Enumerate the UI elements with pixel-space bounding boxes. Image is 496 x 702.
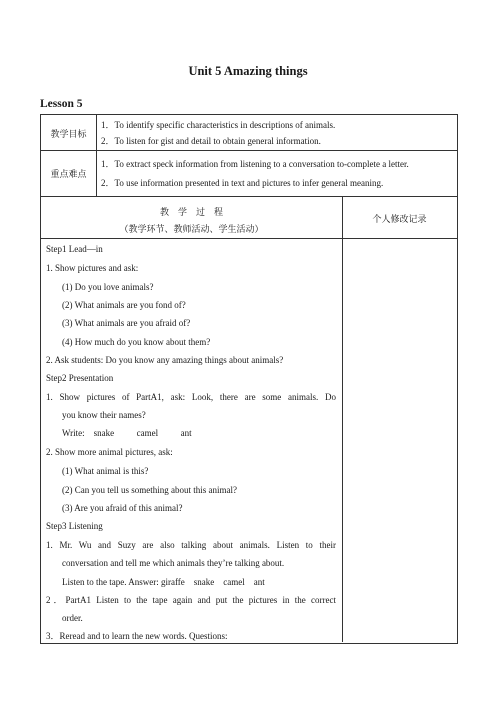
list-item: 1. Show pictures and ask: bbox=[46, 263, 139, 273]
list-item: (1) What animal is this? bbox=[62, 466, 149, 476]
list-item: (3) What animals are you afraid of? bbox=[62, 318, 191, 328]
page-title: Unit 5 Amazing things bbox=[188, 64, 308, 78]
list-item: (1) Do you love animals? bbox=[62, 282, 154, 292]
list-item: conversation and tell me which animals they’re talking about. bbox=[62, 558, 285, 568]
list-item: 2．PartA1 Listen to the tape again and put the pictures in the correct bbox=[46, 595, 336, 605]
step-heading: Step1 Lead—in bbox=[46, 244, 103, 254]
lesson-heading: Lesson 5 bbox=[40, 98, 83, 110]
step-heading: Step3 Listening bbox=[46, 521, 103, 531]
list-item: 3．Reread and to learn the new words. Questions: bbox=[46, 631, 228, 641]
key-points-label: 重点难点 bbox=[50, 170, 87, 180]
list-item: 2. Show more animal pictures, ask: bbox=[46, 447, 173, 457]
divider bbox=[96, 114, 97, 196]
list-item: 1. Show pictures of PartA1, ask: Look, there are some animals. Do bbox=[46, 392, 336, 402]
key-point-item: 1．To extract speck information from listening to a conversation to-complete a letter. bbox=[101, 159, 409, 169]
list-item: Write: snake camel ant bbox=[62, 428, 192, 438]
objectives-label: 教学目标 bbox=[50, 130, 87, 140]
divider bbox=[40, 238, 458, 239]
process-subtitle: （教学环节、教师活动、学生活动） bbox=[119, 225, 264, 235]
divider bbox=[40, 196, 458, 197]
objective-item: 2．To listen for gist and detail to obtain general information. bbox=[101, 136, 321, 146]
notes-header: 个人修改记录 bbox=[372, 215, 427, 225]
divider bbox=[40, 150, 458, 151]
process-title: 教 学 过 程 bbox=[159, 208, 223, 218]
list-item: 1. Mr. Wu and Suzy are also talking about animals. Listen to their bbox=[46, 540, 336, 550]
list-item: Listen to the tape. Answer: giraffe snake camel ant bbox=[62, 577, 265, 587]
key-point-item: 2．To use information presented in text and pictures to infer general meaning. bbox=[101, 178, 384, 188]
list-item: (2) Can you tell us something about this animal? bbox=[62, 485, 237, 495]
list-item: 2. Ask students: Do you know any amazing things about animals? bbox=[46, 355, 284, 365]
divider bbox=[342, 196, 343, 642]
list-item: (4) How much do you know about them? bbox=[62, 337, 211, 347]
list-item: (3) Are you afraid of this animal? bbox=[62, 503, 183, 513]
list-item: order. bbox=[62, 613, 83, 623]
list-item: you know their names? bbox=[62, 410, 146, 420]
list-item: (2) What animals are you fond of? bbox=[62, 300, 186, 310]
step-heading: Step2 Presentation bbox=[46, 373, 114, 383]
objective-item: 1．To identify specific characteristics in descriptions of animals. bbox=[101, 120, 336, 130]
